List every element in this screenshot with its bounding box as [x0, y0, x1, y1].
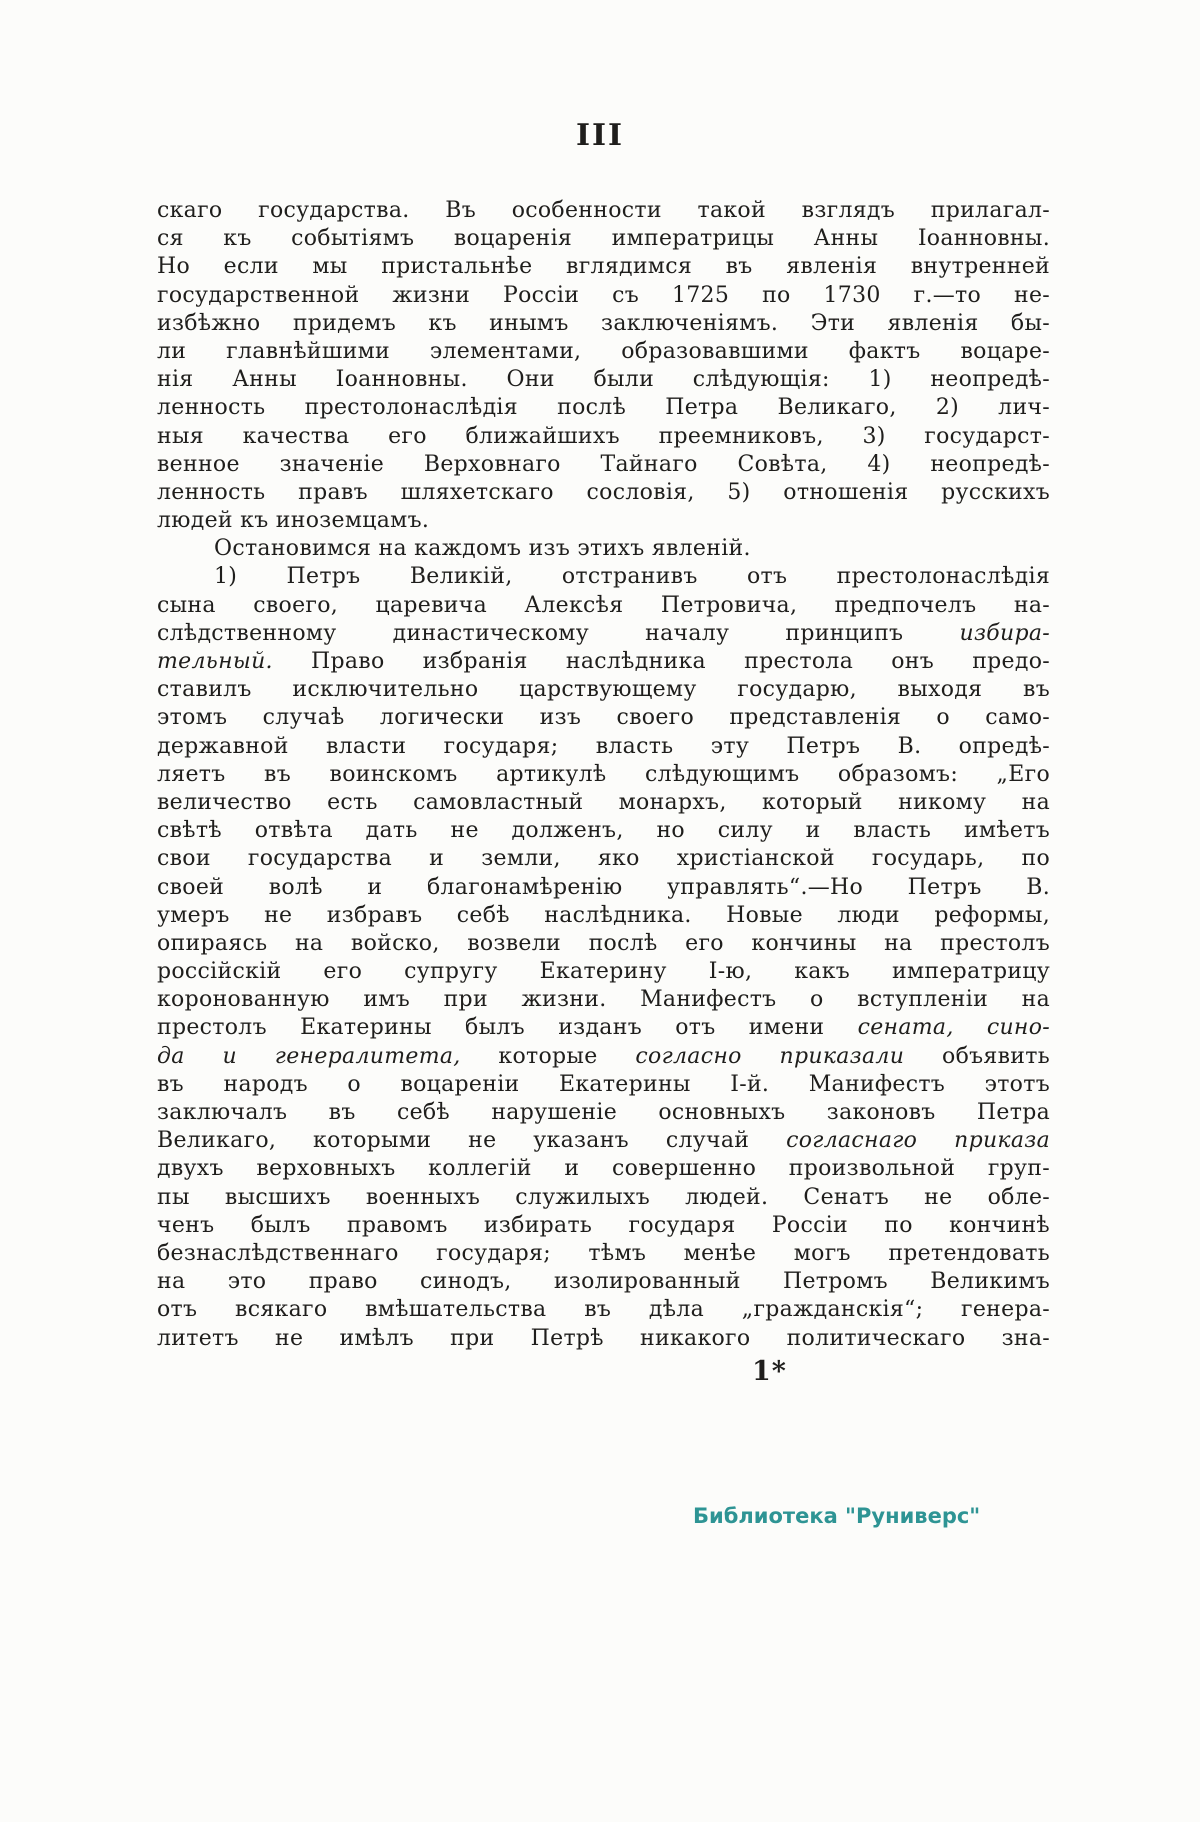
text-segment: опираясь на войско, возвели послѣ его кончины на престолъ [157, 930, 1050, 956]
text-segment: скаго государства. Въ особенности такой взглядъ прилагал- [157, 198, 1050, 223]
text-segment: своей волѣ и благонамѣренію управлять“.—Но Петръ В. [157, 874, 1050, 900]
text-line [157, 930, 1050, 958]
text-line [157, 310, 1050, 338]
italic-text-segment: да и генералитета, [157, 1043, 461, 1069]
text-segment: 1) Петръ Великій, отстранивъ отъ престолонаслѣдія [214, 564, 1050, 590]
text-segment: ляетъ въ воинскомъ артикулѣ слѣдующимъ образомъ: „Его [157, 761, 1050, 787]
text-segment: на это право синодъ, изолированный Петромъ Великимъ [157, 1269, 1050, 1295]
text-line [157, 1296, 1050, 1324]
text-segment: ставилъ исключительно царствующему государю, выходя въ [157, 677, 1050, 703]
body-text-block [157, 197, 1050, 1353]
text-segment: пы высшихъ военныхъ служилыхъ людей. Сенатъ не обле- [157, 1184, 1050, 1210]
text-segment: заключалъ въ себѣ нарушеніе основныхъ законовъ Петра [157, 1100, 1050, 1125]
text-line [157, 789, 1050, 817]
text-line [157, 1043, 1050, 1071]
text-segment: венное значеніе Верховнаго Тайнаго Совѣта, 4) неопредѣ- [157, 451, 1050, 477]
text-line [157, 958, 1050, 986]
text-segment: этомъ случаѣ логически изъ своего представленія о само- [157, 705, 1050, 731]
text-segment: Право избранія наслѣдника престола онъ предо- [272, 649, 1050, 674]
text-line [157, 366, 1050, 394]
text-line [157, 986, 1050, 1014]
text-line [157, 733, 1050, 761]
text-segment: нія Анны Іоанновны. Они были слѣдующія: 1) неопредѣ- [157, 367, 1050, 393]
text-line [157, 676, 1050, 704]
text-line [157, 1127, 1050, 1155]
text-segment: ченъ былъ правомъ избирать государя Россіи по кончинѣ [157, 1212, 1050, 1238]
text-segment: величество есть самовластный монархъ, который никому на [157, 789, 1050, 815]
text-segment: ныя качества его ближайшихъ преемниковъ, 3) государст- [157, 423, 1050, 449]
text-line [157, 197, 1050, 225]
text-line [157, 253, 1050, 281]
text-line [157, 423, 1050, 451]
text-segment: Но если мы пристальнѣе вглядимся въ явленія внутренней [157, 254, 1050, 280]
text-line [157, 1184, 1050, 1212]
text-segment: которые [460, 1043, 636, 1069]
library-watermark: Библиотека "Руниверс" [693, 1504, 981, 1528]
text-segment: государственной жизни Россіи съ 1725 по 1730 г.—то не- [157, 282, 1050, 308]
text-line [157, 1155, 1050, 1183]
text-line [157, 902, 1050, 930]
italic-text-segment: сената, сино- [857, 1015, 1050, 1041]
text-segment: въ народъ о воцареніи Екатерины I-й. Манифестъ этотъ [157, 1071, 1050, 1097]
text-line [157, 451, 1050, 479]
text-line [157, 1099, 1050, 1127]
text-line [157, 1325, 1050, 1353]
text-line [157, 845, 1050, 873]
text-line [157, 761, 1050, 789]
text-line [157, 535, 1050, 563]
text-line [157, 282, 1050, 310]
signature-mark: 1* [752, 1356, 787, 1387]
text-segment: людей къ иноземцамъ. [157, 508, 430, 534]
page-number: III [575, 118, 625, 153]
text-line [157, 394, 1050, 422]
italic-text-segment: тельный. [157, 649, 273, 674]
text-line [157, 1014, 1050, 1042]
text-line [157, 563, 1050, 591]
text-segment: литетъ не имѣлъ при Петрѣ никакого политическаго зна- [157, 1325, 1050, 1351]
text-line [157, 225, 1050, 253]
text-segment: ленность правъ шляхетскаго сословія, 5) отношенія русскихъ [157, 479, 1050, 505]
text-segment: объявить [904, 1043, 1050, 1069]
text-line [157, 620, 1050, 648]
text-line [157, 592, 1050, 620]
text-segment: россійскій его супругу Екатерину I-ю, какъ императрицу [157, 959, 1050, 985]
text-line [157, 817, 1050, 845]
text-segment: ся къ событіямъ воцаренія императрицы Анны Іоанновны. [157, 226, 1050, 252]
text-segment: Великаго, которыми не указанъ случай [157, 1128, 787, 1154]
text-segment: двухъ верховныхъ коллегій и совершенно произвольной груп- [157, 1156, 1050, 1182]
text-segment: Остановимся на каждомъ изъ этихъ явленій. [214, 536, 751, 562]
text-segment: державной власти государя; власть эту Петръ В. опредѣ- [157, 733, 1050, 759]
text-segment: свѣтѣ отвѣта дать не долженъ, но силу и власть имѣетъ [157, 818, 1050, 844]
text-segment: ленность престолонаслѣдія послѣ Петра Великаго, 2) лич- [157, 395, 1050, 421]
text-segment: ли главнѣйшими элементами, образовавшими фактъ воцаре- [157, 338, 1050, 364]
text-line [157, 1268, 1050, 1296]
text-line [157, 479, 1050, 507]
italic-text-segment: избира- [959, 620, 1050, 646]
italic-text-segment: согласно приказали [635, 1043, 905, 1069]
text-segment: безнаслѣдственнаго государя; тѣмъ менѣе могъ претендовать [157, 1240, 1050, 1266]
text-segment: слѣдственному династическому началу принципъ [157, 620, 960, 646]
text-line [157, 1071, 1050, 1099]
text-segment: коронованную имъ при жизни. Манифестъ о вступленіи на [157, 987, 1050, 1013]
text-segment: умеръ не избравъ себѣ наслѣдника. Новые люди реформы, [157, 902, 1050, 928]
text-line [157, 704, 1050, 732]
text-segment: свои государства и земли, яко христіанской государь, по [157, 846, 1050, 872]
text-segment: сына своего, царевича Алексѣя Петровича, предпочелъ на- [157, 592, 1050, 618]
text-line [157, 338, 1050, 366]
text-line [157, 874, 1050, 902]
text-line [157, 507, 1050, 535]
text-segment: избѣжно придемъ къ инымъ заключеніямъ. Эти явленія бы- [157, 310, 1050, 336]
italic-text-segment: согласнаго приказа [786, 1128, 1050, 1154]
text-segment: престолъ Екатерины былъ изданъ отъ имени [157, 1015, 858, 1041]
text-line [157, 1212, 1050, 1240]
text-segment: отъ всякаго вмѣшательства въ дѣла „гражданскія“; генера- [157, 1297, 1050, 1323]
text-line [157, 648, 1050, 676]
text-line [157, 1240, 1050, 1268]
